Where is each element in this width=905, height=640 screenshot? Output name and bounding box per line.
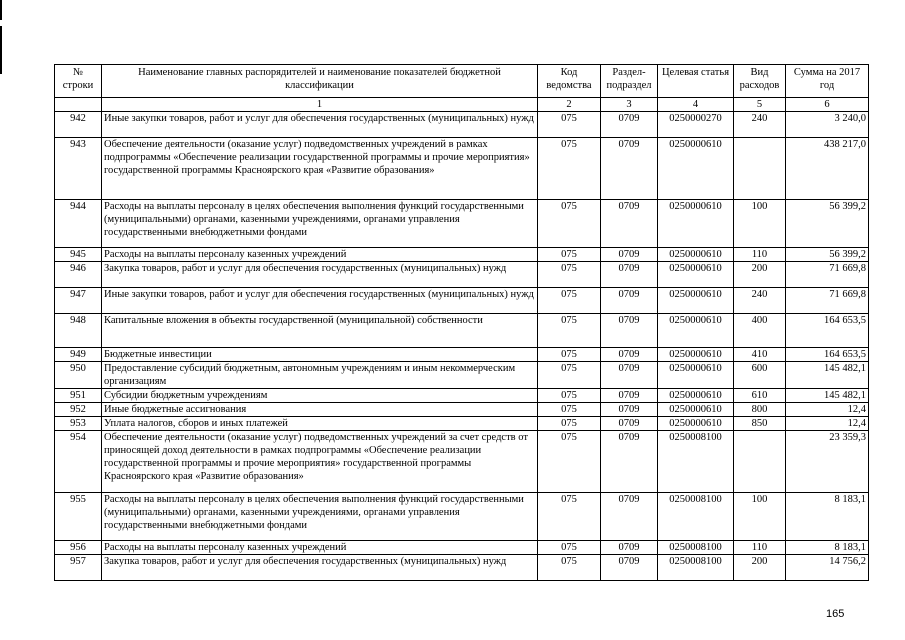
indicator-name-cell: Капитальные вложения в объекты государственной (муниципальной) собственности	[102, 314, 538, 348]
expense-type-cell: 850	[734, 417, 786, 431]
header-section: Раздел-подраздел	[601, 65, 658, 98]
section-code-cell: 0709	[601, 555, 658, 581]
dept-code-cell: 075	[538, 348, 601, 362]
row-number-cell: 957	[55, 555, 102, 581]
target-article-cell: 0250000270	[658, 112, 734, 138]
section-code-cell: 0709	[601, 541, 658, 555]
column-index-cell: 6	[786, 98, 869, 112]
table-body	[55, 112, 869, 581]
column-index-cell: 2	[538, 98, 601, 112]
indicator-name-cell: Обеспечение деятельности (оказание услуг) подведомственных учреждений за счет средств от приносящей доход деятельности в рамках подпрограммы «Обеспечение реализации государственной программы и прочие мероприятия» государственной программы Красноярского края «Развитие образования»	[102, 431, 538, 493]
indicator-name-cell: Предоставление субсидий бюджетным, автономным учреждениям и иным некоммерческим организациям	[102, 362, 538, 389]
table-row	[55, 112, 869, 138]
expense-type-cell: 200	[734, 555, 786, 581]
expense-type-cell: 400	[734, 314, 786, 348]
row-number-cell: 942	[55, 112, 102, 138]
expense-type-cell: 110	[734, 541, 786, 555]
indicator-name-cell: Расходы на выплаты персоналу в целях обеспечения выполнения функций государственными (муниципальными) органами, казенными учреждениями, органами управления государственными внебюджетными фондами	[102, 493, 538, 541]
indicator-name-cell: Иные закупки товаров, работ и услуг для обеспечения государственных (муниципальных) нужд	[102, 288, 538, 314]
table-row	[55, 288, 869, 314]
target-article-cell: 0250000610	[658, 417, 734, 431]
column-index-row	[55, 98, 869, 112]
header-dept-code: Код ведомства	[538, 65, 601, 98]
dept-code-cell: 075	[538, 431, 601, 493]
expense-type-cell: 800	[734, 403, 786, 417]
section-code-cell: 0709	[601, 389, 658, 403]
scan-edge-mark	[0, 0, 2, 20]
row-number-cell: 955	[55, 493, 102, 541]
indicator-name-cell: Уплата налогов, сборов и иных платежей	[102, 417, 538, 431]
column-index-cell: 4	[658, 98, 734, 112]
table-row	[55, 138, 869, 200]
indicator-name-cell: Расходы на выплаты персоналу казенных учреждений	[102, 248, 538, 262]
sum-cell: 8 183,1	[786, 541, 869, 555]
target-article-cell: 0250000610	[658, 288, 734, 314]
target-article-cell: 0250008100	[658, 431, 734, 493]
sum-cell: 3 240,0	[786, 112, 869, 138]
section-code-cell: 0709	[601, 431, 658, 493]
sum-cell: 12,4	[786, 403, 869, 417]
expense-type-cell: 410	[734, 348, 786, 362]
table-row	[55, 348, 869, 362]
table-row	[55, 262, 869, 288]
target-article-cell: 0250000610	[658, 138, 734, 200]
header-sum: Сумма на 2017 год	[786, 65, 869, 98]
column-index-cell	[55, 98, 102, 112]
table-row	[55, 200, 869, 248]
indicator-name-cell: Иные закупки товаров, работ и услуг для обеспечения государственных (муниципальных) нужд	[102, 112, 538, 138]
expense-type-cell: 100	[734, 200, 786, 248]
target-article-cell: 0250000610	[658, 362, 734, 389]
indicator-name-cell: Обеспечение деятельности (оказание услуг) подведомственных учреждений в рамках подпрограммы «Обеспечение реализации государственной программы и прочие мероприятия» государственной программы Красноярского края «Развитие образования»	[102, 138, 538, 200]
expense-type-cell: 100	[734, 493, 786, 541]
indicator-name-cell: Иные бюджетные ассигнования	[102, 403, 538, 417]
row-number-cell: 946	[55, 262, 102, 288]
table-row	[55, 314, 869, 348]
dept-code-cell: 075	[538, 389, 601, 403]
row-number-cell: 948	[55, 314, 102, 348]
dept-code-cell: 075	[538, 248, 601, 262]
table-row	[55, 362, 869, 389]
table-row	[55, 493, 869, 541]
target-article-cell: 0250000610	[658, 314, 734, 348]
expense-type-cell: 610	[734, 389, 786, 403]
dept-code-cell: 075	[538, 112, 601, 138]
dept-code-cell: 075	[538, 417, 601, 431]
section-code-cell: 0709	[601, 200, 658, 248]
dept-code-cell: 075	[538, 200, 601, 248]
header-target-article: Целевая статья	[658, 65, 734, 98]
row-number-cell: 953	[55, 417, 102, 431]
column-index-cell: 5	[734, 98, 786, 112]
target-article-cell: 0250000610	[658, 403, 734, 417]
budget-table	[54, 64, 869, 581]
row-number-cell: 945	[55, 248, 102, 262]
row-number-cell: 947	[55, 288, 102, 314]
expense-type-cell: 200	[734, 262, 786, 288]
table-row	[55, 541, 869, 555]
table-row	[55, 389, 869, 403]
expense-type-cell: 240	[734, 112, 786, 138]
sum-cell: 8 183,1	[786, 493, 869, 541]
section-code-cell: 0709	[601, 314, 658, 348]
section-code-cell: 0709	[601, 417, 658, 431]
expense-type-cell: 600	[734, 362, 786, 389]
indicator-name-cell: Расходы на выплаты персоналу казенных учреждений	[102, 541, 538, 555]
dept-code-cell: 075	[538, 262, 601, 288]
section-code-cell: 0709	[601, 288, 658, 314]
sum-cell: 71 669,8	[786, 262, 869, 288]
table-row	[55, 248, 869, 262]
sum-cell: 438 217,0	[786, 138, 869, 200]
indicator-name-cell: Закупка товаров, работ и услуг для обеспечения государственных (муниципальных) нужд	[102, 555, 538, 581]
target-article-cell: 0250000610	[658, 200, 734, 248]
sum-cell: 23 359,3	[786, 431, 869, 493]
target-article-cell: 0250008100	[658, 493, 734, 541]
indicator-name-cell: Бюджетные инвестиции	[102, 348, 538, 362]
section-code-cell: 0709	[601, 112, 658, 138]
target-article-cell: 0250008100	[658, 555, 734, 581]
dept-code-cell: 075	[538, 288, 601, 314]
dept-code-cell: 075	[538, 138, 601, 200]
target-article-cell: 0250000610	[658, 248, 734, 262]
sum-cell: 56 399,2	[786, 200, 869, 248]
table-row	[55, 417, 869, 431]
row-number-cell: 952	[55, 403, 102, 417]
expense-type-cell	[734, 138, 786, 200]
section-code-cell: 0709	[601, 138, 658, 200]
header-name: Наименование главных распорядителей и наименование показателей бюджетной классификации	[102, 65, 538, 98]
header-expense-type: Вид расходов	[734, 65, 786, 98]
expense-type-cell: 240	[734, 288, 786, 314]
scan-edge-mark	[0, 26, 2, 74]
target-article-cell: 0250008100	[658, 541, 734, 555]
expense-type-cell	[734, 431, 786, 493]
sum-cell: 164 653,5	[786, 314, 869, 348]
dept-code-cell: 075	[538, 541, 601, 555]
indicator-name-cell: Расходы на выплаты персоналу в целях обеспечения выполнения функций государственными (муниципальными) органами, казенными учреждениями, органами управления государственными внебюджетными фондами	[102, 200, 538, 248]
expense-type-cell: 110	[734, 248, 786, 262]
target-article-cell: 0250000610	[658, 348, 734, 362]
target-article-cell: 0250000610	[658, 389, 734, 403]
sum-cell: 71 669,8	[786, 288, 869, 314]
dept-code-cell: 075	[538, 493, 601, 541]
dept-code-cell: 075	[538, 314, 601, 348]
section-code-cell: 0709	[601, 403, 658, 417]
table-row	[55, 403, 869, 417]
dept-code-cell: 075	[538, 555, 601, 581]
row-number-cell: 950	[55, 362, 102, 389]
sum-cell: 56 399,2	[786, 248, 869, 262]
row-number-cell: 949	[55, 348, 102, 362]
header-row	[55, 65, 869, 98]
dept-code-cell: 075	[538, 403, 601, 417]
sum-cell: 164 653,5	[786, 348, 869, 362]
header-row-number: № строки	[55, 65, 102, 98]
indicator-name-cell: Субсидии бюджетным учреждениям	[102, 389, 538, 403]
row-number-cell: 943	[55, 138, 102, 200]
row-number-cell: 956	[55, 541, 102, 555]
sum-cell: 145 482,1	[786, 389, 869, 403]
section-code-cell: 0709	[601, 348, 658, 362]
row-number-cell: 944	[55, 200, 102, 248]
sum-cell: 145 482,1	[786, 362, 869, 389]
page-number: 165	[826, 608, 845, 620]
section-code-cell: 0709	[601, 248, 658, 262]
row-number-cell: 951	[55, 389, 102, 403]
column-index-cell: 1	[102, 98, 538, 112]
table-row	[55, 555, 869, 581]
sum-cell: 12,4	[786, 417, 869, 431]
indicator-name-cell: Закупка товаров, работ и услуг для обеспечения государственных (муниципальных) нужд	[102, 262, 538, 288]
table-row	[55, 431, 869, 493]
section-code-cell: 0709	[601, 493, 658, 541]
sum-cell: 14 756,2	[786, 555, 869, 581]
row-number-cell: 954	[55, 431, 102, 493]
section-code-cell: 0709	[601, 362, 658, 389]
target-article-cell: 0250000610	[658, 262, 734, 288]
dept-code-cell: 075	[538, 362, 601, 389]
section-code-cell: 0709	[601, 262, 658, 288]
column-index-cell: 3	[601, 98, 658, 112]
